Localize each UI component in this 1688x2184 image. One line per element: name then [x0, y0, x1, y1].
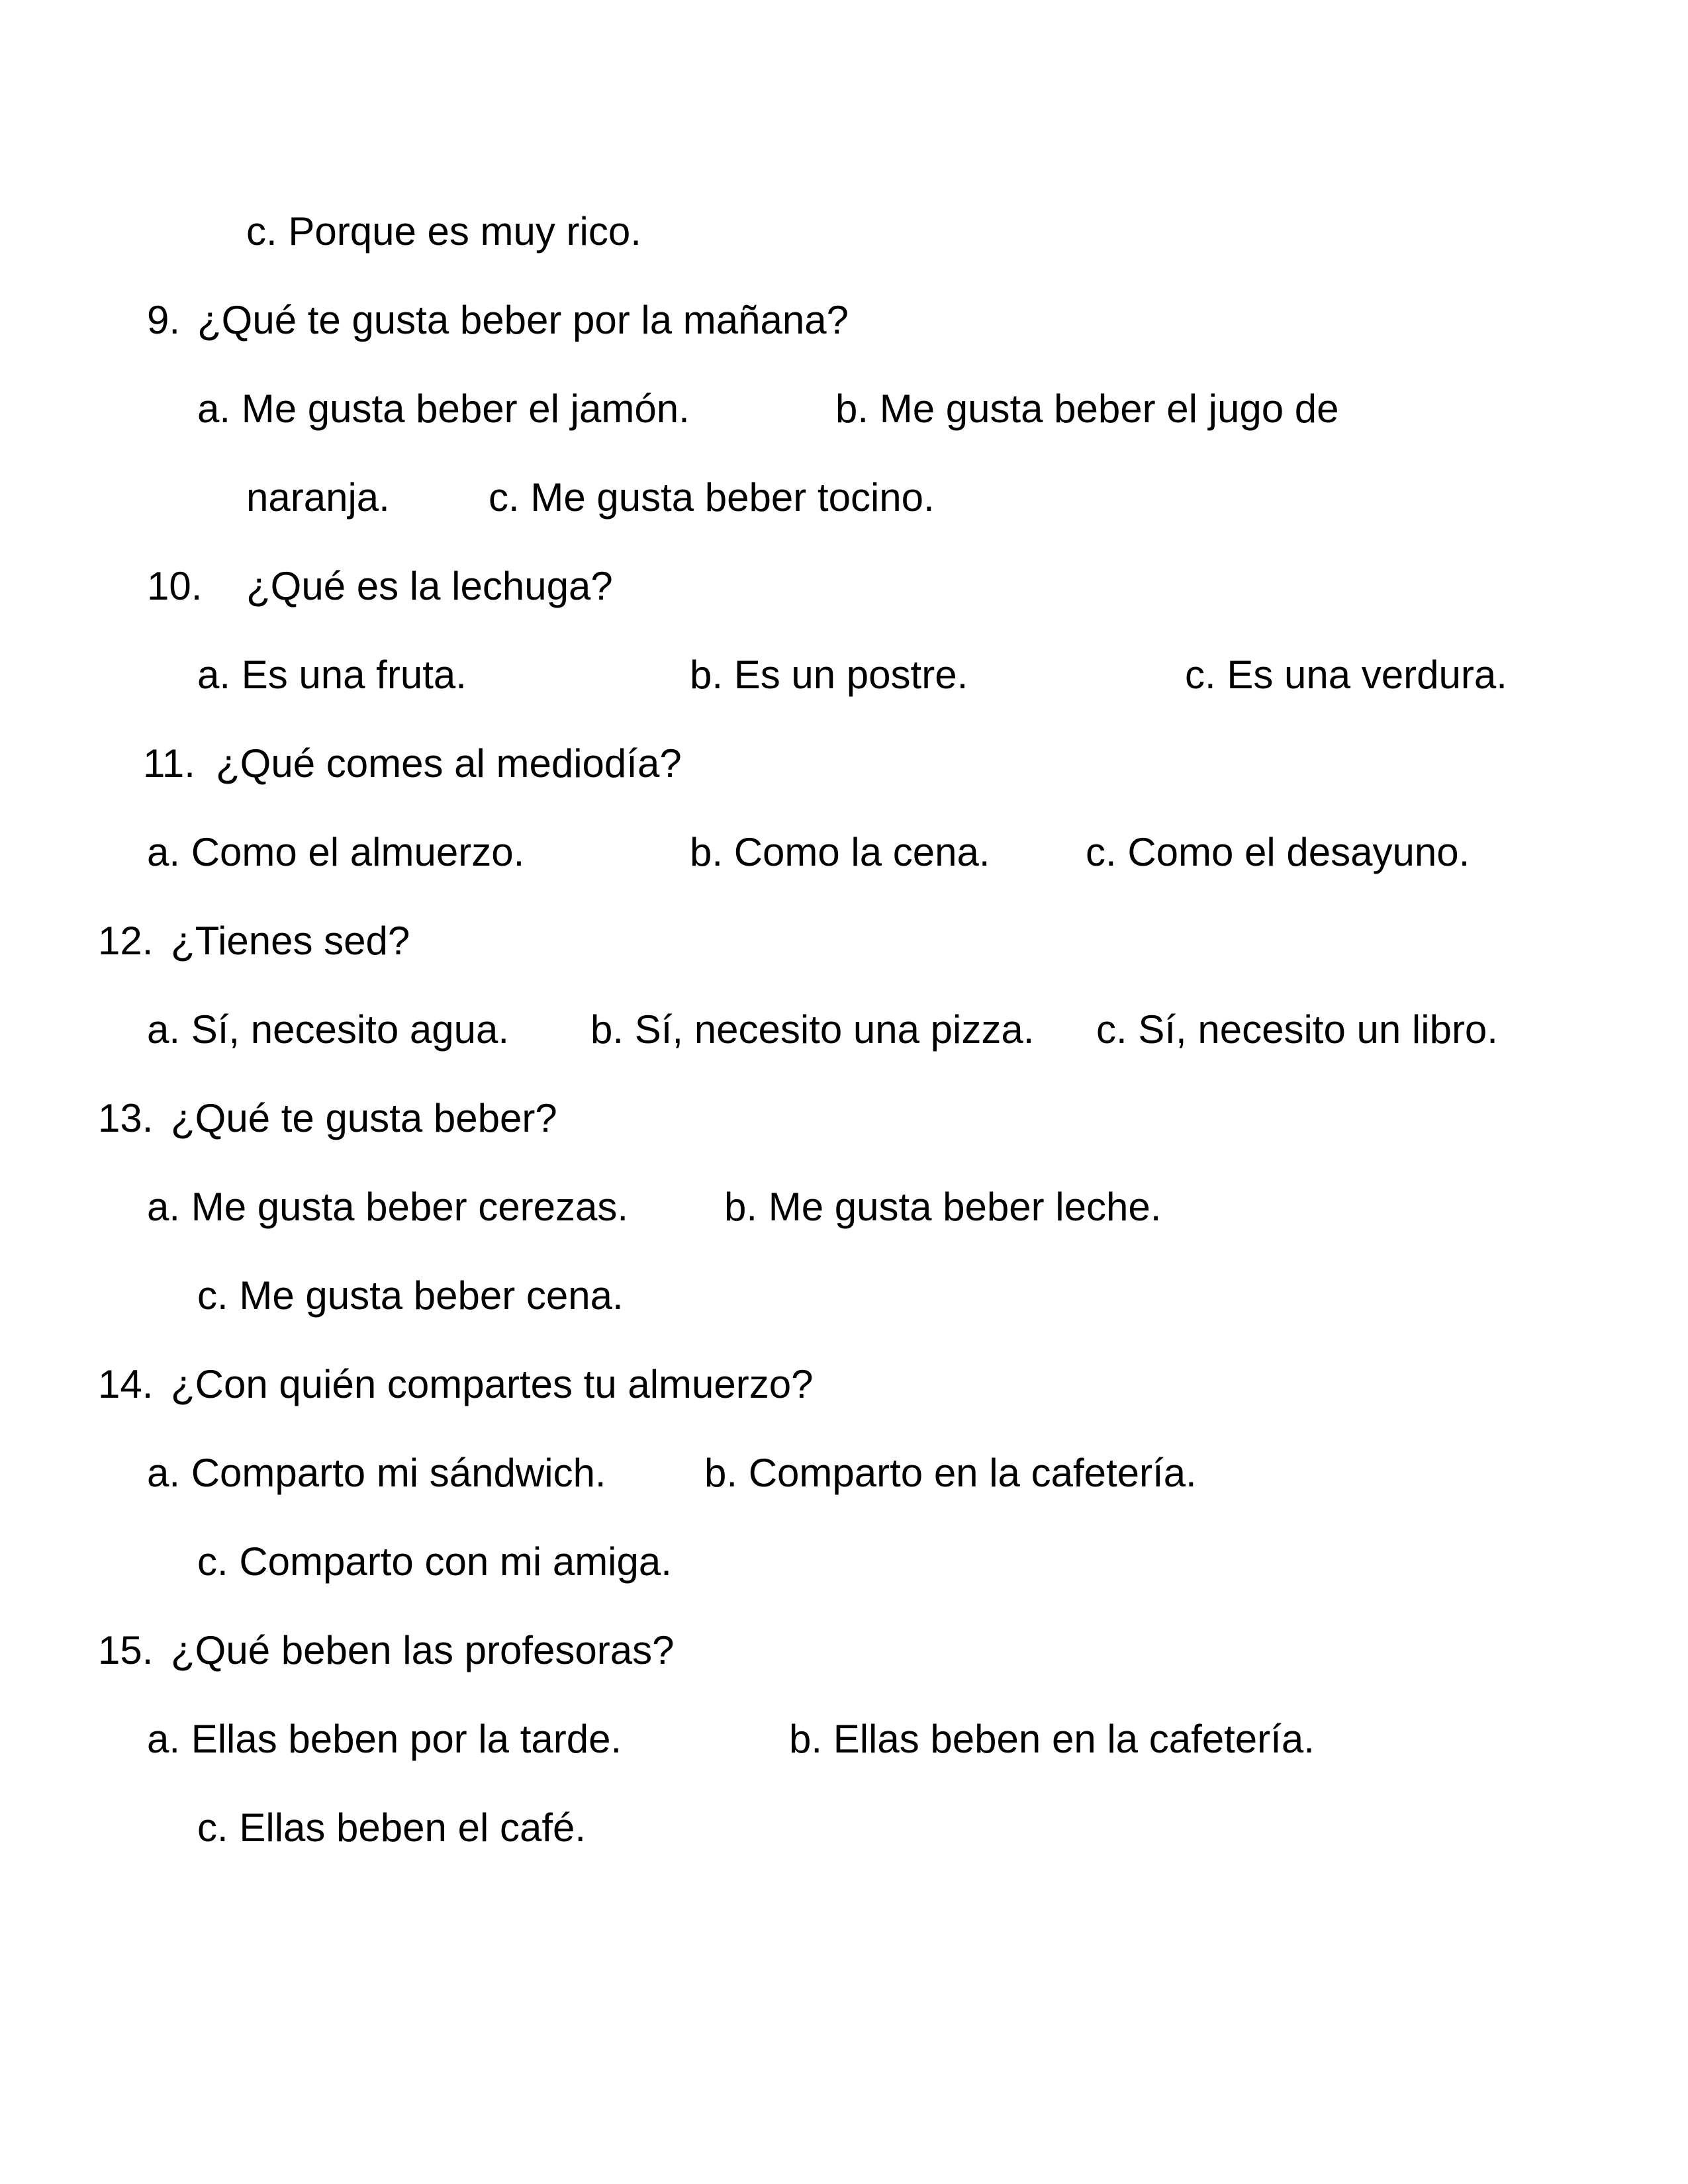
q15-number: 15.: [98, 1628, 154, 1672]
q13-number: 13.: [98, 1096, 154, 1140]
q9-option-c: c. Me gusta beber tocino.: [489, 475, 935, 520]
q10-question: ¿Qué es la lechuga?: [246, 564, 613, 608]
q9-option-b: b. Me gusta beber el jugo de: [835, 387, 1339, 431]
q11-option-c: c. Como el desayuno.: [1086, 830, 1470, 874]
q14-question: ¿Con quién compartes tu almuerzo?: [171, 1362, 814, 1406]
q14-option-b: b. Comparto en la cafetería.: [704, 1451, 1197, 1495]
q15-question: ¿Qué beben las profesoras?: [171, 1628, 675, 1672]
q9-option-b-continued: naranja.: [246, 475, 390, 520]
q10-option-c: c. Es una verdura.: [1185, 653, 1507, 697]
q13-option-c: c. Me gusta beber cena.: [197, 1273, 624, 1318]
q10-option-b: b. Es un postre.: [690, 653, 968, 697]
q14-option-a: a. Comparto mi sándwich.: [147, 1451, 606, 1495]
q9-question: ¿Qué te gusta beber por la mañana?: [197, 298, 849, 342]
q14-option-c: c. Comparto con mi amiga.: [197, 1539, 672, 1584]
q13-question: ¿Qué te gusta beber?: [171, 1096, 557, 1140]
q11-question: ¿Qué comes al mediodía?: [216, 741, 682, 786]
q8-option-c: c. Porque es muy rico.: [246, 209, 641, 253]
q15-option-c: c. Ellas beben el café.: [197, 1805, 586, 1850]
q13-option-b: b. Me gusta beber leche.: [724, 1185, 1162, 1229]
q15-option-a: a. Ellas beben por la tarde.: [147, 1717, 622, 1761]
q12-number: 12.: [98, 919, 154, 963]
q10-option-a: a. Es una fruta.: [197, 653, 467, 697]
q9-option-a: a. Me gusta beber el jamón.: [197, 387, 690, 431]
q11-option-a: a. Como el almuerzo.: [147, 830, 525, 874]
q10-number: 10.: [147, 564, 203, 608]
q13-option-a: a. Me gusta beber cerezas.: [147, 1185, 629, 1229]
q12-option-c: c. Sí, necesito un libro.: [1096, 1007, 1498, 1052]
q12-question: ¿Tienes sed?: [171, 919, 410, 963]
q11-number: 11.: [143, 741, 195, 786]
q11-option-b: b. Como la cena.: [690, 830, 990, 874]
q15-option-b: b. Ellas beben en la cafetería.: [789, 1717, 1315, 1761]
q12-option-a: a. Sí, necesito agua.: [147, 1007, 510, 1052]
q12-option-b: b. Sí, necesito una pizza.: [590, 1007, 1035, 1052]
q14-number: 14.: [98, 1362, 154, 1406]
q9-number: 9.: [147, 298, 181, 342]
